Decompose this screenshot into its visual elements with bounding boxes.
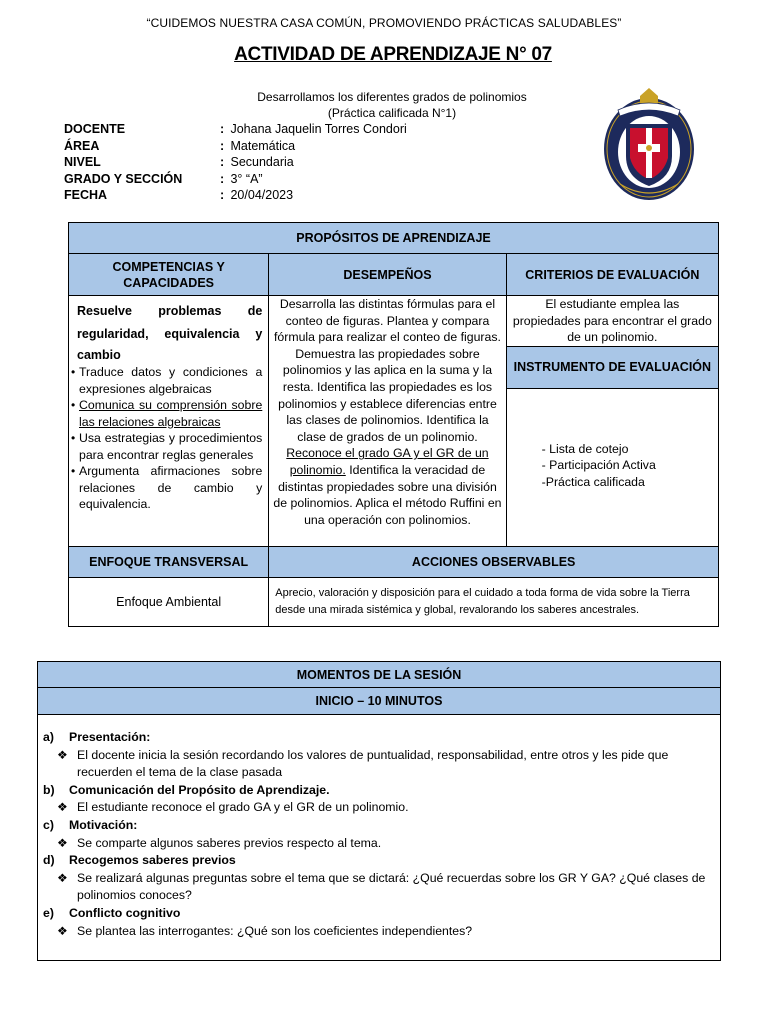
- instrumento-header: INSTRUMENTO DE EVALUACIÓN: [506, 346, 718, 388]
- sesion-table: [37, 661, 721, 961]
- enfoque-header: ENFOQUE TRANSVERSAL: [69, 546, 269, 577]
- acciones-header: ACCIONES OBSERVABLES: [269, 546, 719, 577]
- acciones-cell: Aprecio, valoración y disposición para el cuidado a toda forma de vida sobre la Tierra desde una mirada sistémica y global, revalorando los saberes ancestrales.: [269, 577, 719, 626]
- info-label: NIVEL: [64, 155, 101, 170]
- subtitle-line-1: Desarrollamos los diferentes grados de polinomios: [257, 90, 527, 104]
- info-row-area: ÁREA : Matemática: [64, 138, 296, 153]
- school-crest-logo: [600, 86, 698, 204]
- info-row-fecha: FECHA : 20/04/2023: [64, 188, 294, 203]
- section-heading: a) Presentación:: [43, 730, 151, 744]
- info-row-grado: GRADO Y SECCIÓN : 3° “A”: [64, 171, 263, 186]
- instrumentos-cell: [506, 388, 718, 546]
- info-row-docente: DOCENTE : Johana Jaquelin Torres Condori: [64, 122, 407, 136]
- instrumento-item: - Participación Activa: [541, 458, 656, 473]
- info-value: Matemática: [230, 138, 296, 153]
- col-competencias-header: COMPETENCIAS Y CAPACIDADES: [69, 254, 269, 296]
- instrumento-item: - Lista de cotejo: [541, 441, 629, 456]
- list-item: • Traduce datos y condiciones a expresiones algebraicas: [71, 364, 262, 397]
- col-desempenos-header: DESEMPEÑOS: [269, 254, 506, 296]
- list-item: • Argumenta afirmaciones sobre relaciones de cambio y equivalencia.: [71, 463, 262, 513]
- list-item: • Usa estrategias y procedimientos para encontrar reglas generales: [71, 430, 262, 463]
- list-item: ❖ El estudiante reconoce el grado GA y el GR de un polinomio.: [43, 799, 710, 817]
- list-item: ❖ El docente inicia la sesión recordando los valores de puntualidad, responsabilidad, entre otros y les pide que recuerden el tema de la clase pasada: [43, 747, 710, 782]
- propositos-table: [68, 222, 719, 627]
- list-item: ❖ Se realizará algunas preguntas sobre el tema que se dictará: ¿Qué recuerdas sobre los GR Y GA? ¿Qué clases de polinomios conoces?: [43, 870, 710, 905]
- section-heading: b) Comunicación del Propósito de Aprendizaje.: [43, 782, 330, 797]
- info-label: DOCENTE: [64, 122, 126, 136]
- section-heading: e) Conflicto cognitivo: [43, 905, 181, 920]
- enfoque-cell: Enfoque Ambiental: [69, 577, 269, 626]
- capacidades-list: [69, 364, 268, 513]
- competencia-title-line-2: regularidad, equivalencia y: [77, 327, 263, 341]
- info-value: Secundaria: [230, 155, 294, 170]
- list-item: ❖ Se plantea las interrogantes: ¿Qué son los coeficientes independientes?: [43, 923, 710, 941]
- competencia-title-line-3: cambio: [77, 348, 121, 362]
- propositos-title: PROPÓSITOS DE APRENDIZAJE: [69, 223, 719, 254]
- sesion-content: [38, 715, 721, 961]
- subtitle-line-2: (Práctica calificada N°1): [327, 106, 457, 120]
- desempenos-cell: [269, 296, 506, 547]
- diamond-bullet-icon: ❖: [57, 923, 68, 938]
- section-heading: c) Motivación:: [43, 817, 138, 832]
- motto: “CUIDEMOS NUESTRA CASA COMÚN, PROMOVIENDO PRÁCTICAS SALUDABLES”: [146, 16, 622, 30]
- diamond-bullet-icon: ❖: [57, 835, 68, 850]
- info-value: 20/04/2023: [230, 188, 294, 203]
- desempenos-text-underlined: Reconoce el grado GA y el GR de un polinomio.: [286, 446, 489, 477]
- diamond-bullet-icon: ❖: [57, 747, 68, 762]
- competencia-title-line-1: Resuelve problemas de: [77, 304, 263, 318]
- info-value: 3° “A”: [230, 171, 263, 186]
- desempenos-text-b: Identifica la veracidad de distintas propiedades sobre una división de polinomios. Aplica el método Ruffini en una operación con polinomios.: [273, 462, 502, 527]
- info-row-nivel: NIVEL : Secundaria: [64, 155, 294, 170]
- list-item: ❖ Se comparte algunos saberes previos respecto al tema.: [43, 835, 710, 853]
- subtitle: [232, 89, 552, 121]
- diamond-bullet-icon: ❖: [57, 870, 68, 885]
- info-value: Johana Jaquelin Torres Condori: [230, 122, 407, 136]
- inicio-header: INICIO – 10 MINUTOS: [38, 688, 721, 715]
- page-title: ACTIVIDAD DE APRENDIZAJE N° 07: [234, 44, 552, 65]
- criterio-cell: El estudiante emplea las propiedades para encontrar el grado de un polinomio.: [506, 296, 718, 347]
- crest-icon: [600, 86, 698, 204]
- info-label: GRADO Y SECCIÓN: [64, 171, 183, 186]
- section-heading: d) Recogemos saberes previos: [43, 853, 236, 868]
- col-criterios-header: CRITERIOS DE EVALUACIÓN: [506, 254, 718, 296]
- instrumento-item: -Práctica calificada: [541, 474, 645, 489]
- competencias-cell: [69, 296, 269, 547]
- info-block: [64, 121, 407, 204]
- diamond-bullet-icon: ❖: [57, 800, 68, 815]
- list-item: • Comunica su comprensión sobre las relaciones algebraicas: [71, 397, 262, 430]
- info-label: FECHA: [64, 188, 108, 203]
- desempenos-text-a: Desarrolla las distintas fórmulas para el conteo de figuras. Plantea y compara fórmula para realizar el conteo de figuras. Demuestra las propiedades sobre polinomios y las aplica en la suma y la resta. Identifica las propiedades es los polinomios y establece diferencias entre las clases de polinomios. Identifica la clase de grados de un polinomio.: [274, 297, 501, 444]
- sesion-title: MOMENTOS DE LA SESIÓN: [38, 662, 721, 688]
- info-label: ÁREA: [64, 138, 100, 153]
